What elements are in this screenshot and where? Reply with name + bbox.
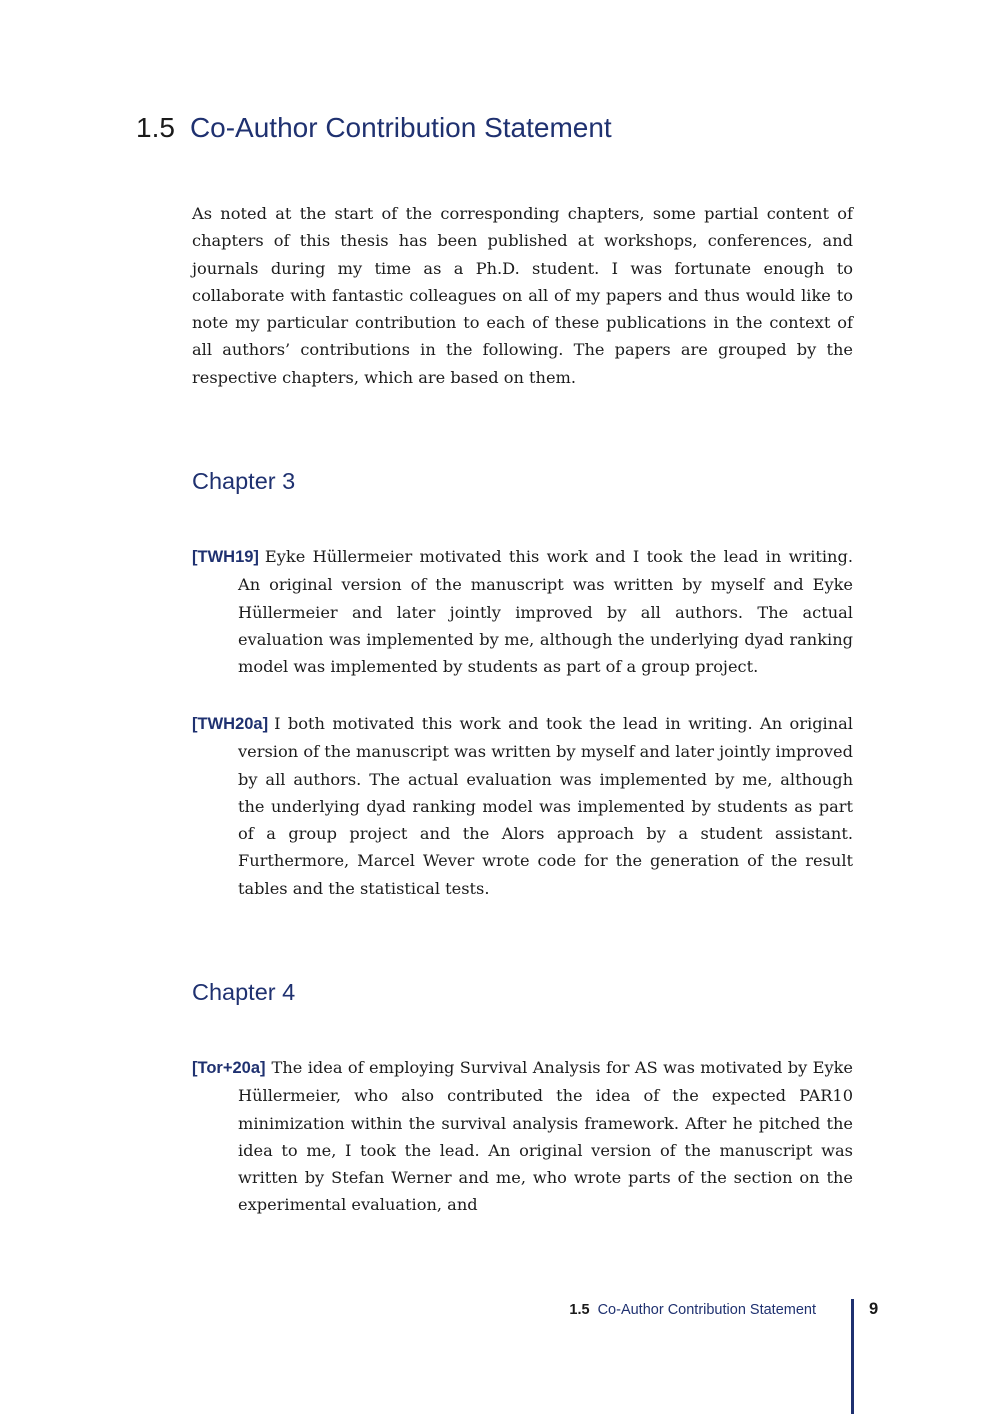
footer-section-number: 1.5 <box>569 1302 590 1318</box>
contribution-entry-tor20a <box>192 1054 853 1219</box>
contribution-entry-twh20a <box>192 710 853 902</box>
citation-key: [TWH20a] <box>192 715 269 733</box>
section-title: Co-Author Contribution Statement <box>189 112 612 143</box>
footer-section-title: Co-Author Contribution Statement <box>597 1302 816 1318</box>
chapter-3-heading: Chapter 3 <box>192 468 296 494</box>
entry-paragraph <box>192 543 853 680</box>
running-footer <box>569 1300 816 1320</box>
entry-text: I both motivated this work and took the lead in writing. An original version of the manuscript was written by myself and later jointly improved by all authors. The actual evaluation was implemented by me, although the underlying dyad ranking model was implemented by students as part of a group project and the Alors approach by a student assistant. Furthermore, Marcel Wever wrote code for the generation of the result tables and the statistical tests. <box>238 714 853 898</box>
citation-key: [TWH19] <box>192 548 259 566</box>
entry-paragraph <box>192 1054 853 1219</box>
citation-key: [Tor+20a] <box>192 1059 266 1077</box>
entry-text: Eyke Hüllermeier motivated this work and I took the lead in writing. An original version of the manuscript was written by myself and Eyke Hüllermeier and later jointly improved by all authors. The actual evaluation was implemented by me, although the underlying dyad ranking model was implemented by students as part of a group project. <box>238 547 853 677</box>
footer-divider <box>851 1299 854 1414</box>
contribution-entry-twh19 <box>192 543 853 680</box>
intro-paragraph: As noted at the start of the corresponding chapters, some partial content of chapters of this thesis has been published at workshops, conferences, and journals during my time as a Ph.D. student. I was fortunate enough to collaborate with fantastic colleagues on all of my papers and thus would like to note my particular contribution to each of these publications in the context of all authors’ contributions in the following. The papers are grouped by the respective chapters, which are based on them. <box>192 204 853 387</box>
section-heading <box>136 108 612 148</box>
entry-text: The idea of employing Survival Analysis for AS was motivated by Eyke Hüllermeier, who also contributed the idea of the expected PAR10 minimization within the survival analysis framework. After he pitched the idea to me, I took the lead. An original version of the manuscript was written by Stefan Werner and me, who wrote parts of the section on the experimental evaluation, and <box>238 1058 853 1215</box>
page-number: 9 <box>869 1300 879 1318</box>
chapter-4-heading: Chapter 4 <box>192 979 296 1005</box>
entry-paragraph <box>192 710 853 902</box>
section-number: 1.5 <box>136 112 175 143</box>
